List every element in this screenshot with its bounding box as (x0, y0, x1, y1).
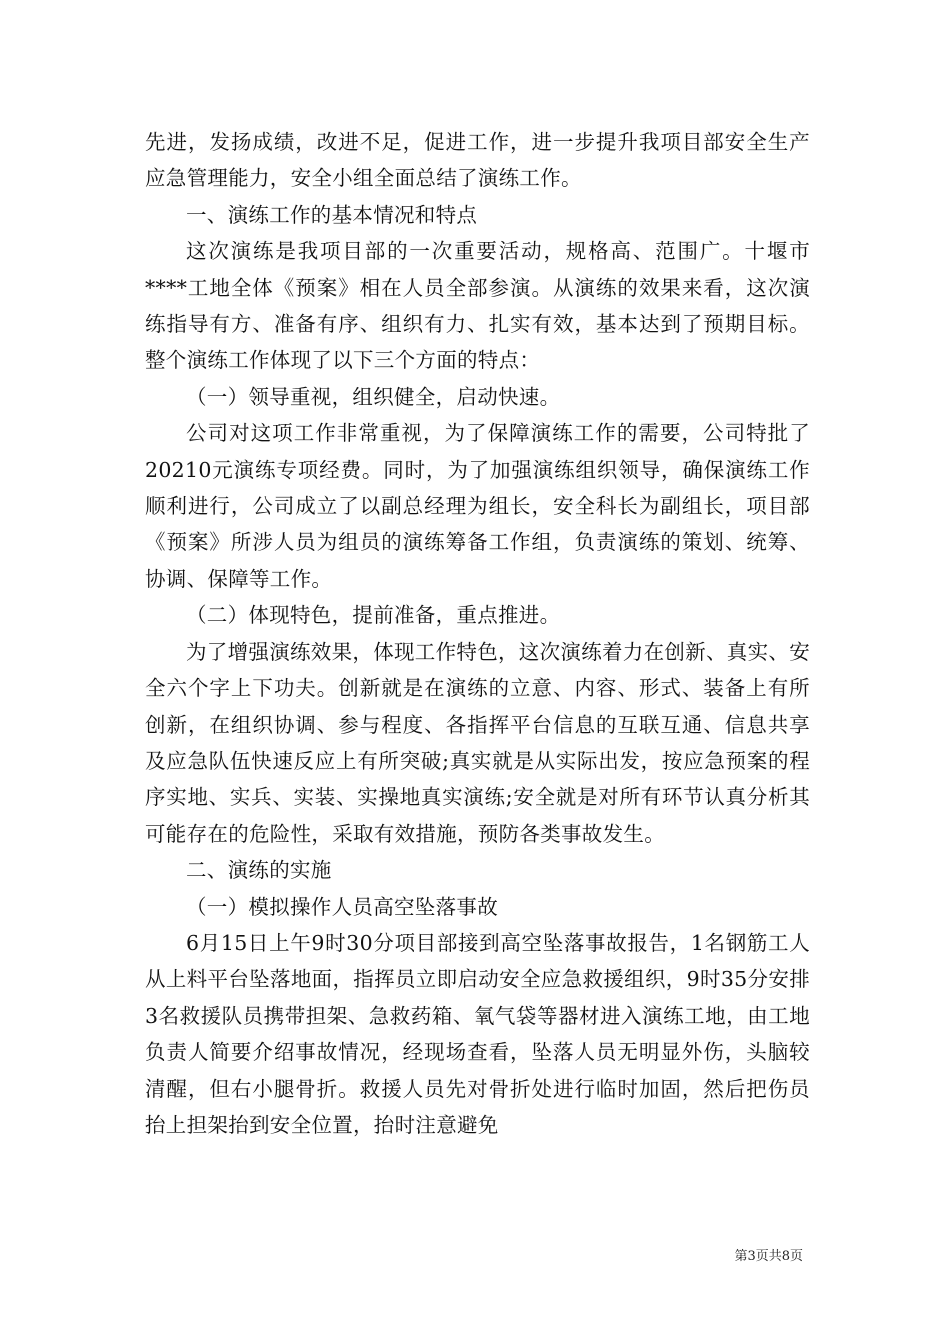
paragraph-continuation: 先进，发扬成绩，改进不足，促进工作，进一步提升我项目部安全生产应急管理能力，安全小组全面总结了演练工作。 (145, 130, 810, 191)
page-number-footer: 第3页共8页 (734, 1249, 803, 1264)
paragraph-innovation: 为了增强演练效果，体现工作特色，这次演练着力在创新、真实、安全六个字上下功夫。创新就是在演练的立意、内容、形式、装备上有所创新，在组织协调、参与程度、各指挥平台信息的互联互通、信息共享及应急队伍快速反应上有所突破;真实就是从实际出发，按应急预案的程序实地、实兵、实装、实操地真实演练;安全就是对所有环节认真分析其可能存在的危险性，采取有效措施，预防各类事故发生。 (145, 639, 810, 846)
section-heading-basic-situation: 一、演练工作的基本情况和特点 (186, 202, 478, 227)
paragraph-fall-accident-detail: 6月15日上午9时30分项目部接到高空坠落事故报告，1名钢筋工人从上料平台坠落地面，指挥员立即启动安全应急救援组织，9时35分安排3名救援队员携带担架、急救药箱、氧气袋等器材进入演练工地，由工地负责人简要介绍事故情况，经现场查看，坠落人员无明显外伤，头脑较清醒，但右小腿骨折。救援人员先对骨折处进行临时加固，然后把伤员抬上担架抬到安全位置，抬时注意避免 (145, 930, 810, 1137)
subheading-fall-accident: （一）模拟操作人员高空坠落事故 (186, 894, 498, 919)
subheading-features: （二）体现特色，提前准备，重点推进。 (186, 603, 561, 628)
subheading-leadership: （一）领导重视，组织健全，启动快速。 (186, 384, 561, 409)
document-body (145, 124, 810, 1143)
section-heading-implementation: 二、演练的实施 (186, 858, 332, 883)
paragraph-funding: 公司对这项工作非常重视，为了保障演练工作的需要，公司特批了20210元演练专项经费。同时，为了加强演练组织领导，确保演练工作顺利进行，公司成立了以副总经理为组长，安全科长为副组长，项目部《预案》所涉人员为组员的演练筹备工作组，负责演练的策划、统筹、协调、保障等工作。 (145, 421, 810, 591)
paragraph-overview: 这次演练是我项目部的一次重要活动，规格高、范围广。十堰市****工地全体《预案》相在人员全部参演。从演练的效果来看，这次演练指导有方、准备有序、组织有力、扎实有效，基本达到了预期目标。整个演练工作体现了以下三个方面的特点： (145, 239, 810, 373)
